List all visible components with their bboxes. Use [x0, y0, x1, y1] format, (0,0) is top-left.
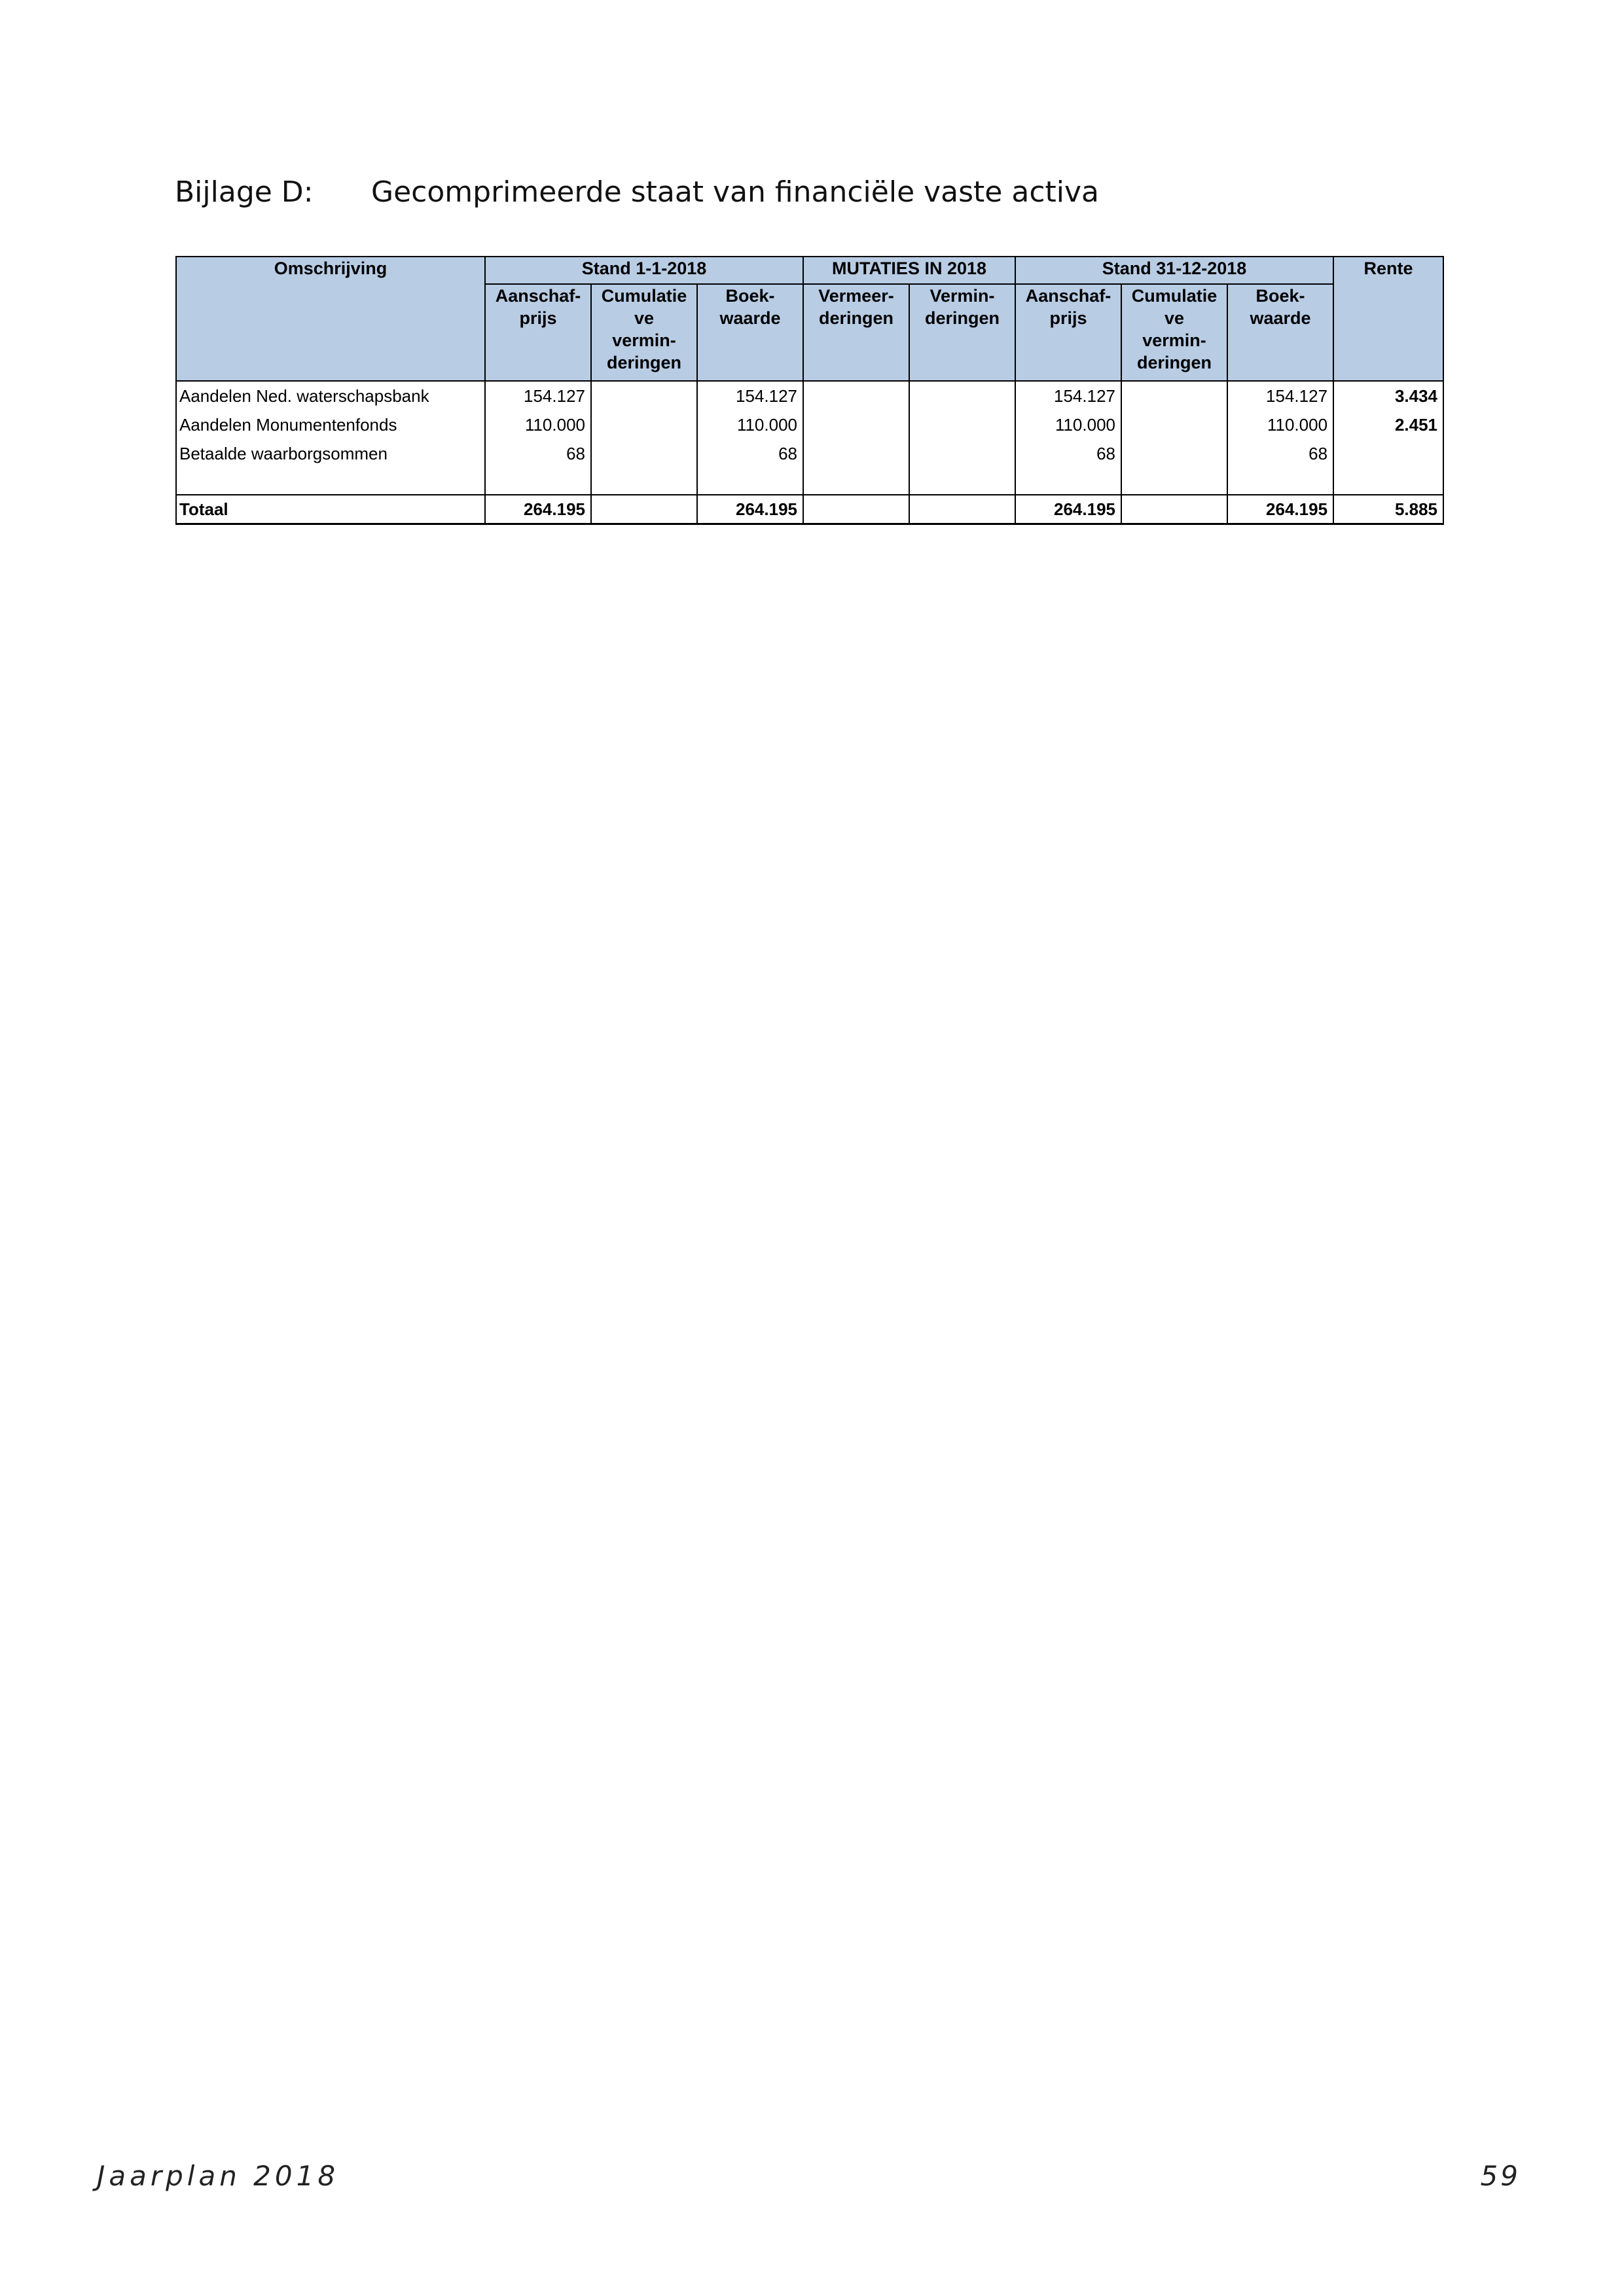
cell-aanschaf-begin: 264.195 [485, 495, 591, 524]
cell-boek-eind [1227, 468, 1333, 495]
cell-boek-begin [697, 468, 803, 495]
cell-boek-eind: 68 [1227, 439, 1333, 468]
cell-aanschaf-begin [485, 468, 591, 495]
subheader-line: prijs [519, 308, 557, 328]
subheader-line: vermin- [612, 331, 676, 350]
header-stand-begin: Stand 1-1-2018 [485, 257, 803, 284]
table-row [176, 410, 1443, 439]
cell-aanschaf-eind: 110.000 [1015, 410, 1121, 439]
cell-vermeerderingen [803, 468, 909, 495]
cell-cum-begin [591, 410, 697, 439]
subheader-line: deringen [924, 308, 1000, 328]
cell-omschrijving: Aandelen Ned. waterschapsbank [176, 381, 485, 410]
cell-vermeerderingen [803, 439, 909, 468]
cell-omschrijving: Betaalde waarborgsommen [176, 439, 485, 468]
cell-rente [1333, 439, 1443, 468]
subheader-line: waarde [719, 308, 781, 328]
subheader-line: ve [634, 308, 655, 328]
subheader-line: vermin- [1142, 331, 1206, 350]
cell-verminderingen [909, 468, 1015, 495]
cell-cum-eind [1121, 468, 1227, 495]
cell-rente: 3.434 [1333, 381, 1443, 410]
cell-aanschaf-begin: 110.000 [485, 410, 591, 439]
subheader-cell [1227, 284, 1333, 381]
subheader-line: Vermeer- [818, 286, 894, 306]
subheader-line: Cumulatie [1131, 286, 1218, 306]
cell-cum-begin [591, 439, 697, 468]
cell-cum-eind [1121, 410, 1227, 439]
subheader-cell [697, 284, 803, 381]
cell-omschrijving: Totaal [176, 495, 485, 524]
subheader-line: deringen [818, 308, 893, 328]
cell-aanschaf-eind [1015, 468, 1121, 495]
header-mutaties: MUTATIES IN 2018 [803, 257, 1015, 284]
subheader-line: Vermin- [929, 286, 995, 306]
subheader-line: Cumulatie [601, 286, 687, 306]
cell-aanschaf-eind: 68 [1015, 439, 1121, 468]
cell-vermeerderingen [803, 495, 909, 524]
subheader-line: deringen [606, 353, 681, 372]
subheader-line: ve [1164, 308, 1185, 328]
financial-assets-table [175, 256, 1444, 525]
footer-document-title: Jaarplan 2018 [97, 2160, 340, 2192]
header-omschrijving: Omschrijving [176, 257, 485, 381]
table-row [176, 468, 1443, 495]
cell-cum-eind [1121, 495, 1227, 524]
subheader-line: deringen [1136, 353, 1212, 372]
footer-page-number: 59 [1480, 2160, 1521, 2192]
cell-boek-begin: 154.127 [697, 381, 803, 410]
subheader-line: Aanschaf- [495, 286, 581, 306]
cell-verminderingen [909, 410, 1015, 439]
cell-vermeerderingen [803, 381, 909, 410]
cell-boek-eind: 264.195 [1227, 495, 1333, 524]
cell-aanschaf-eind: 264.195 [1015, 495, 1121, 524]
appendix-label: Bijlage D: [175, 175, 314, 209]
cell-verminderingen [909, 495, 1015, 524]
subheader-cell [485, 284, 591, 381]
cell-vermeerderingen [803, 410, 909, 439]
subheader-line: Aanschaf- [1025, 286, 1111, 306]
cell-cum-eind [1121, 381, 1227, 410]
subheader-cell [1121, 284, 1227, 381]
cell-boek-begin: 68 [697, 439, 803, 468]
appendix-title: Gecomprimeerde staat van financiële vaste activa [371, 175, 1099, 209]
cell-aanschaf-eind: 154.127 [1015, 381, 1121, 410]
cell-boek-eind: 154.127 [1227, 381, 1333, 410]
total-row [176, 495, 1443, 524]
cell-omschrijving [176, 468, 485, 495]
cell-verminderingen [909, 439, 1015, 468]
cell-aanschaf-begin: 154.127 [485, 381, 591, 410]
table-row [176, 381, 1443, 410]
subheader-cell [591, 284, 697, 381]
subheader-cell [1015, 284, 1121, 381]
header-rente: Rente [1333, 257, 1443, 381]
cell-cum-begin [591, 468, 697, 495]
cell-cum-begin [591, 381, 697, 410]
cell-rente: 2.451 [1333, 410, 1443, 439]
subheader-line: prijs [1049, 308, 1087, 328]
cell-omschrijving: Aandelen Monumentenfonds [176, 410, 485, 439]
cell-boek-begin: 110.000 [697, 410, 803, 439]
page-heading [175, 175, 1099, 209]
table-row [176, 439, 1443, 468]
cell-cum-begin [591, 495, 697, 524]
header-stand-eind: Stand 31-12-2018 [1015, 257, 1333, 284]
subheader-line: waarde [1250, 308, 1311, 328]
subheader-line: Boek- [1255, 286, 1305, 306]
subheader-cell [909, 284, 1015, 381]
subheader-cell [803, 284, 909, 381]
cell-aanschaf-begin: 68 [485, 439, 591, 468]
cell-verminderingen [909, 381, 1015, 410]
cell-boek-begin: 264.195 [697, 495, 803, 524]
cell-rente: 5.885 [1333, 495, 1443, 524]
cell-cum-eind [1121, 439, 1227, 468]
subheader-line: Boek- [725, 286, 775, 306]
cell-boek-eind: 110.000 [1227, 410, 1333, 439]
cell-rente [1333, 468, 1443, 495]
